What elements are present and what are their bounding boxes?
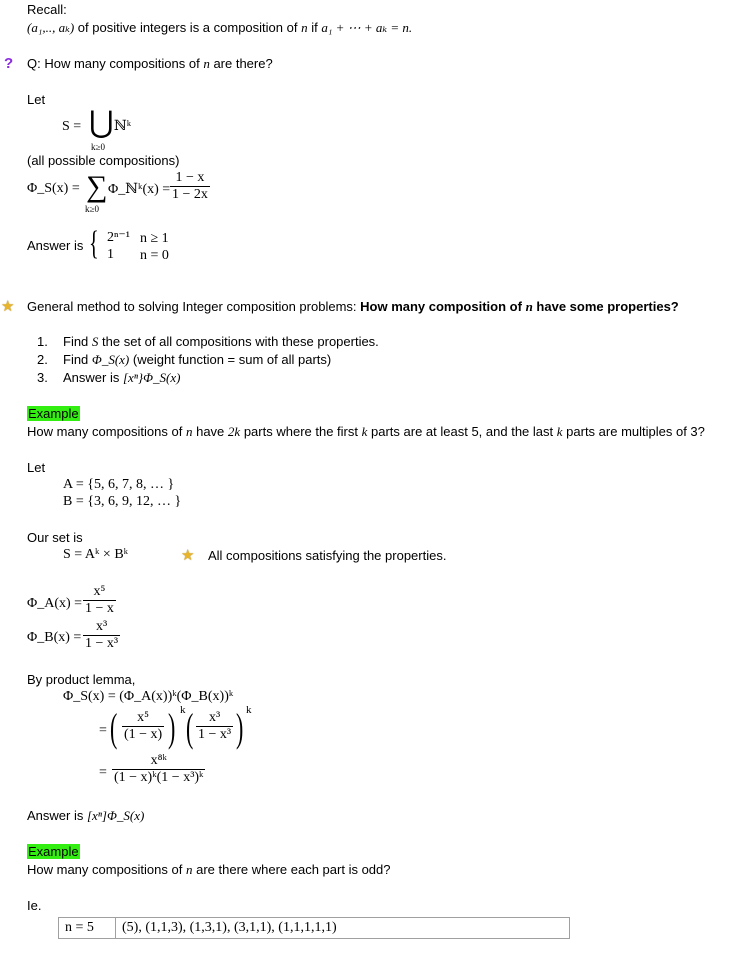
paren-open-1: ( <box>110 705 118 750</box>
cases-brace: { <box>89 225 99 262</box>
exp-k-2: k <box>246 704 252 716</box>
recall-text-mid: if <box>311 20 318 35</box>
case1-condition: n ≥ 1 <box>140 231 169 246</box>
question-line <box>27 56 273 72</box>
phi-s-fraction <box>170 170 210 203</box>
paren-close-1: ) <box>168 705 176 750</box>
paren-close-2: ) <box>236 705 244 750</box>
phi-a-lhs: Φ_A(x) = <box>27 596 83 611</box>
exp-k-1: k <box>180 704 186 716</box>
recall-equation: a₁ + ⋯ + aₖ = n. <box>321 20 413 35</box>
case1-value: 2ⁿ⁻¹ <box>107 230 130 245</box>
recall-text-pre: of positive integers is a composition of <box>77 20 298 35</box>
product-lemma-label: By product lemma, <box>27 672 136 687</box>
general-bold-pre: How many composition of <box>360 299 522 314</box>
product-eq-2: = <box>99 723 107 738</box>
case2-value: 1 <box>107 247 114 262</box>
table-cell-n: n = 5 <box>65 920 94 935</box>
table-row <box>59 918 570 939</box>
paren-open-2: ( <box>186 705 194 750</box>
all-satisfy-note: All compositions satisfying the properties. <box>208 548 447 563</box>
let-label: Let <box>27 92 46 107</box>
sum-subscript: k≥0 <box>85 204 99 214</box>
product-frac-3: $\frac{\text{x⁸ᵏ}}{\text{(1 − x)ᵏ(1 − x³)ᵏ}}$ <box>114 753 204 785</box>
general-n: n <box>525 299 533 314</box>
example-question-2: How many compositions of n are there where each part is odd? <box>27 862 391 877</box>
our-set-label: Our set is <box>27 530 83 545</box>
step-1: 1. Find S the set of all compositions with these properties. <box>37 334 379 349</box>
phi-nk-term: Φ_ℕᵏ(x) = <box>108 182 171 197</box>
product-line-1: Φ_S(x) = (Φ_A(x))ᵏ(Φ_B(x))ᵏ <box>63 689 234 704</box>
example-question: How many compositions of n have 2k parts where the first k parts are at least 5, and the last k parts are multiples of 3? <box>27 424 705 439</box>
big-union: ⋃ <box>89 106 114 139</box>
let-label-2: Let <box>27 460 46 475</box>
all-possible-note: (all possible compositions) <box>27 153 180 168</box>
question-n: n <box>203 56 210 71</box>
product-eq-3: = <box>99 765 107 780</box>
tuple-expr: (a₁,.., aₖ) <box>27 20 75 35</box>
general-method-line <box>27 299 679 315</box>
recall-n: n <box>301 20 308 35</box>
question-text-pre: Q: How many compositions of <box>27 56 200 71</box>
step-3: 3. Answer is [xⁿ}Φ_S(x) <box>37 370 181 385</box>
big-sum: ∑ <box>86 170 108 203</box>
set-b: B = {3, 6, 9, 12, … } <box>63 494 182 509</box>
recall-heading: Recall: <box>27 2 67 17</box>
s-rhs: ℕᵏ <box>114 119 132 134</box>
phi-s-num: 1 − x <box>170 170 210 187</box>
phi-s-den: 1 − 2x <box>172 187 208 202</box>
phi-b-lhs: Φ_B(x) = <box>27 630 82 645</box>
case2-condition: n = 0 <box>140 248 169 263</box>
step-2: 2. Find Φ_S(x) (weight function = sum of all parts) <box>37 352 332 367</box>
product-frac-2: $\frac{\text{x³}}{\text{1 − x³}}$ <box>198 710 232 742</box>
general-text: General method to solving Integer composition problems: <box>27 299 357 314</box>
table-cell-compositions: (5), (1,1,3), (1,3,1), (3,1,1), (1,1,1,1,1) <box>116 918 570 939</box>
recall-line <box>27 20 412 36</box>
question-text-post: are there? <box>213 56 273 71</box>
product-frac-1: $\frac{\text{x⁵}}{(1 - x)}$ <box>124 710 163 742</box>
s-product: S = Aᵏ × Bᵏ <box>63 547 129 562</box>
set-a: A = {5, 6, 7, 8, … } <box>63 477 175 492</box>
phi-a-fraction: $\frac{\text{x⁵}}{1 - x}$ <box>85 584 114 616</box>
general-bold-post: have some properties? <box>536 299 679 314</box>
phi-b-fraction: $\frac{\text{x³}}{\text{1 − x³}}$ <box>85 619 119 651</box>
example-table <box>58 917 570 939</box>
phi-s-lhs: Φ_S(x) = <box>27 181 80 196</box>
example-label: Example <box>28 406 79 421</box>
s-lhs: S = <box>62 119 82 134</box>
star-icon: ★ <box>1 298 15 315</box>
example-label-2: Example <box>28 844 79 859</box>
answer-label: Answer is <box>27 238 84 253</box>
ie-label: Ie. <box>27 898 42 913</box>
star-icon-2: ★ <box>181 547 195 564</box>
answer-line-2: Answer is [xⁿ]Φ_S(x) <box>27 808 145 823</box>
question-icon: ? <box>4 55 14 72</box>
union-subscript: k≥0 <box>91 142 105 152</box>
